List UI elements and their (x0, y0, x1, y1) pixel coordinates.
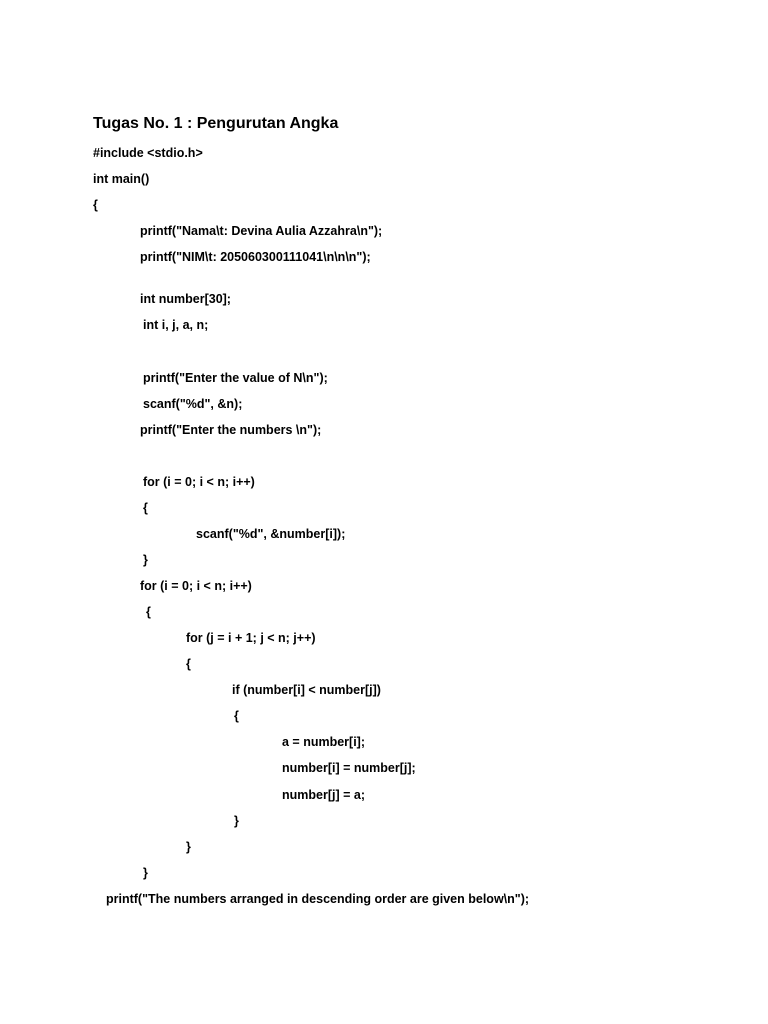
code-line: number[i] = number[j]; (282, 761, 416, 775)
code-line: { (186, 657, 191, 671)
code-line: printf("Enter the numbers \n"); (140, 423, 322, 437)
code-line: { (143, 501, 148, 515)
code-line: } (234, 814, 239, 828)
code-line: int number[30]; (140, 292, 231, 306)
code-line: scanf("%d", &n); (143, 397, 243, 411)
code-line: printf("Enter the value of N\n"); (143, 371, 328, 385)
code-line: a = number[i]; (282, 735, 365, 749)
code-line: } (186, 840, 191, 854)
code-line: for (i = 0; i < n; i++) (143, 475, 255, 489)
code-line: for (i = 0; i < n; i++) (140, 579, 252, 593)
document-title: Tugas No. 1 : Pengurutan Angka (93, 115, 339, 132)
code-line: number[j] = a; (282, 788, 365, 802)
code-line: printf("The numbers arranged in descending order are given below\n"); (106, 892, 530, 906)
code-line: int main() (93, 172, 150, 186)
code-line: { (234, 709, 239, 723)
code-line: printf("NIM\t: 205060300111041\n\n\n"); (140, 250, 371, 264)
code-line: printf("Nama\t: Devina Aulia Azzahra\n"); (140, 224, 383, 238)
code-line: #include <stdio.h> (93, 146, 203, 160)
code-line: { (93, 198, 98, 212)
code-line: { (146, 605, 151, 619)
code-line: int i, j, a, n; (143, 318, 209, 332)
code-line: } (143, 553, 148, 567)
code-line: if (number[i] < number[j]) (232, 683, 381, 697)
code-line: } (143, 866, 148, 880)
code-line: scanf("%d", &number[i]); (196, 527, 346, 541)
code-line: for (j = i + 1; j < n; j++) (186, 631, 316, 645)
